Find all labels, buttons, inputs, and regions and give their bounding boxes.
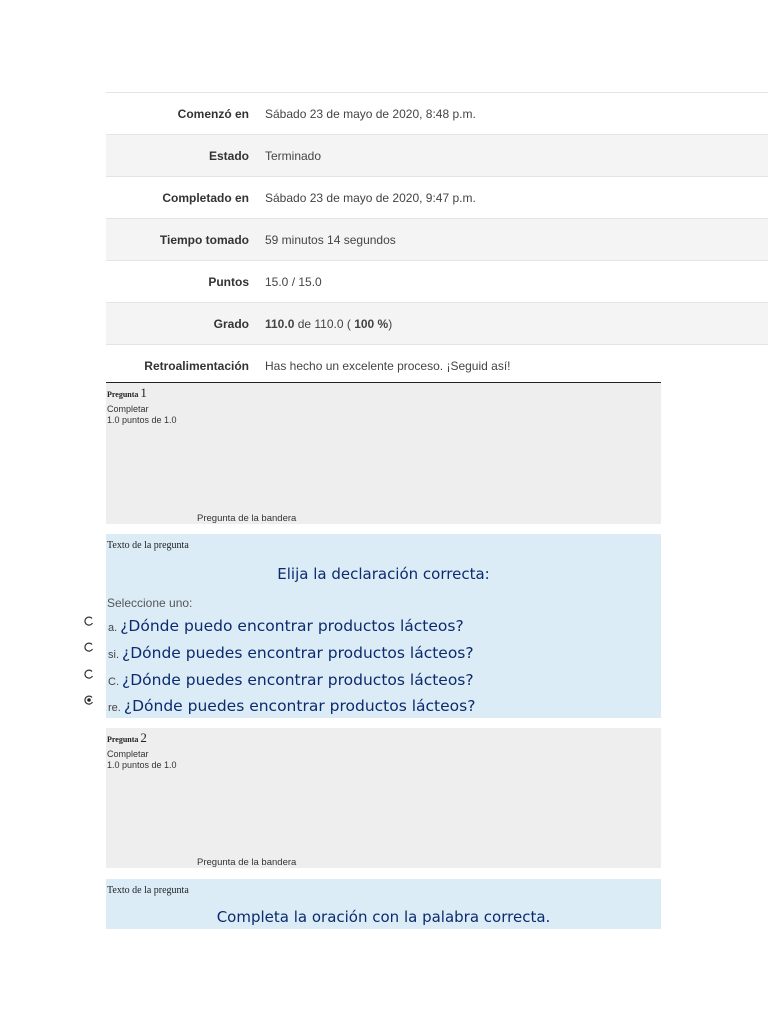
question-text-label: Texto de la pregunta — [107, 885, 189, 896]
answer-option-c[interactable] — [108, 671, 474, 689]
answer-option-a[interactable] — [108, 617, 464, 635]
summary-row-started — [106, 93, 768, 135]
radio-option-c[interactable] — [84, 669, 94, 679]
grade-close: ) — [388, 316, 393, 331]
summary-label: Grado — [213, 316, 249, 331]
answer-option-b[interactable] — [108, 644, 474, 662]
summary-value: Terminado — [265, 148, 322, 163]
radio-option-b[interactable] — [84, 642, 94, 652]
summary-label: Comenzó en — [177, 106, 249, 121]
question-text-label: Texto de la pregunta — [107, 540, 189, 551]
option-letter: re. — [108, 702, 121, 714]
question-1-info — [106, 382, 661, 524]
summary-row-time-taken — [106, 219, 768, 261]
flag-question-link[interactable]: Pregunta de la bandera — [197, 513, 297, 524]
summary-row-completed — [106, 177, 768, 219]
question-2-info — [106, 728, 661, 868]
summary-label: Tiempo tomado — [159, 232, 249, 247]
grade-score: 110.0 — [265, 316, 295, 331]
select-one-label: Seleccione uno: — [107, 596, 193, 610]
option-text: ¿Dónde puedo encontrar productos lácteos? — [120, 617, 464, 635]
question-word: Pregunta — [107, 735, 139, 744]
option-text: ¿Dónde puedes encontrar productos lácteos? — [123, 697, 476, 715]
summary-value: Sábado 23 de mayo de 2020, 8:48 p.m. — [265, 106, 476, 121]
option-letter: a. — [108, 622, 118, 634]
answer-option-d[interactable] — [108, 697, 475, 715]
summary-value: Has hecho un excelente proceso. ¡Seguid así! — [265, 358, 511, 373]
summary-value-grade — [249, 317, 392, 331]
question-state: Completar — [107, 404, 149, 414]
option-letter: si. — [108, 649, 119, 661]
radio-option-a[interactable] — [84, 616, 94, 626]
question-number — [107, 385, 147, 401]
radio-option-d-selected[interactable] — [84, 695, 94, 705]
summary-label: Puntos — [208, 274, 249, 289]
summary-value: 59 minutos 14 segundos — [265, 232, 396, 247]
summary-label: Estado — [208, 148, 249, 163]
question-number-value: 1 — [140, 385, 147, 400]
summary-row-state — [106, 135, 768, 177]
grade-out-of: de 110.0 ( — [294, 316, 355, 331]
question-1-content — [106, 534, 661, 718]
question-prompt: Completa la oración con la palabra correcta. — [216, 908, 551, 926]
question-word: Pregunta — [107, 390, 139, 399]
attempt-summary-table — [106, 92, 768, 386]
option-text: ¿Dónde puedes encontrar productos lácteos? — [122, 644, 474, 662]
question-2-content — [106, 879, 661, 929]
summary-value: Sábado 23 de mayo de 2020, 9:47 p.m. — [265, 190, 476, 205]
question-prompt: Elija la declaración correcta: — [277, 565, 490, 583]
question-state: Completar — [107, 749, 149, 759]
summary-label: Retroalimentación — [144, 358, 249, 373]
summary-row-grade — [106, 303, 768, 345]
question-grade: 1.0 puntos de 1.0 — [107, 760, 177, 770]
summary-label: Completado en — [162, 190, 249, 205]
flag-question-link[interactable]: Pregunta de la bandera — [197, 857, 297, 868]
grade-percent: 100 % — [354, 316, 389, 331]
question-number-value: 2 — [140, 730, 147, 745]
option-text: ¿Dónde puedes encontrar productos lácteos? — [122, 671, 474, 689]
summary-row-feedback — [106, 345, 768, 386]
option-letter: C. — [108, 676, 119, 688]
summary-row-points — [106, 261, 768, 303]
question-grade: 1.0 puntos de 1.0 — [107, 415, 177, 425]
question-number — [107, 730, 147, 746]
summary-value: 15.0 / 15.0 — [265, 274, 322, 289]
